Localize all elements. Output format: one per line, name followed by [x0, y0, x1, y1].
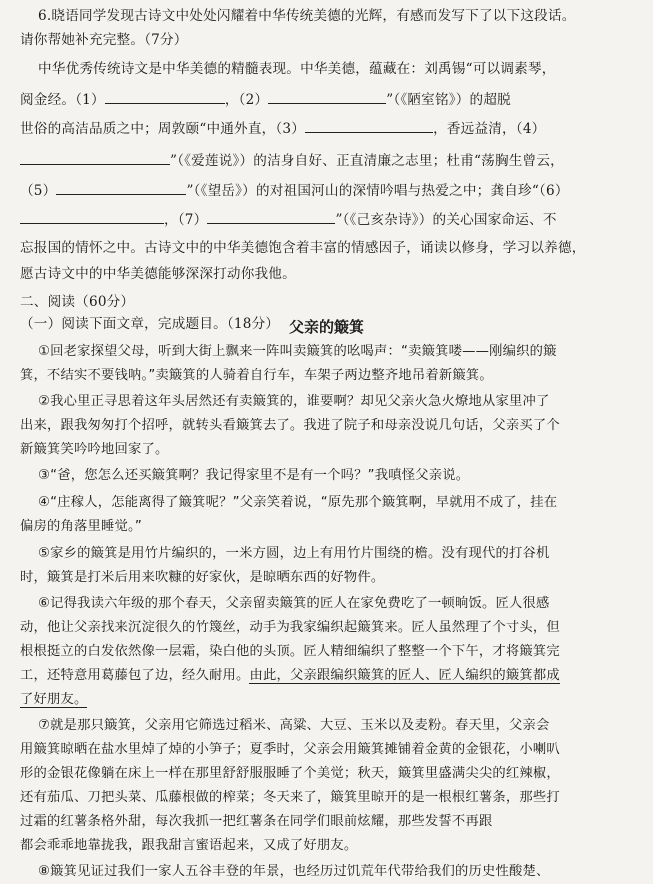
article-paragraph: ③“爸，您怎么还买簸箕啊？我记得家里不是有一个吗？”我嗔怪父亲说。 — [38, 468, 470, 483]
q6-passage-line: 阅金经。（1） ，（2） ”（《陋室铭》）的超脱 — [20, 89, 631, 110]
article-paragraph: ⑤家乡的簸箕是用竹片编织的，一米方圆，边上有用竹片围绕的檐。没有现代的打谷机 — [38, 546, 550, 561]
answer-blank-5[interactable] — [56, 180, 186, 195]
article-paragraph: 时，簸箕是打米后用来吹糠的好家伙，是晾晒东西的好物件。 — [20, 570, 385, 585]
article-paragraph: 都会乖乖地靠拢我，跟我甜言蜜语起来，又成了好朋友。 — [20, 838, 358, 853]
section-heading: 二、阅读（60分） — [20, 294, 135, 310]
article-paragraph: 新簸箕笑吟吟地回家了。 — [20, 442, 169, 457]
q6-passage-line: （5） ”（《望岳》）的对祖国河山的深情吟唱与热爱之中；龚自珍“（6） — [20, 180, 631, 201]
article-paragraph: 用簸箕晾晒在盐水里焯了焯的小笋子；夏季时，父亲会用簸箕摊铺着金黄的金银花，小喇叭 — [20, 742, 560, 757]
answer-blank-1[interactable] — [105, 89, 225, 104]
article-paragraph: 箕，不结实不要钱呐。”卖簸箕的人骑着自行车，车架子两边整齐地吊着新簸箕。 — [20, 368, 493, 383]
article-paragraph: 偏房的角落里睡觉。” — [20, 519, 142, 534]
article-paragraph: 出来，跟我匆匆打个招呼，就转头看簸箕去了。我进了院子和母亲没说几句话，父亲买了个 — [20, 418, 560, 433]
question-6-prompt-cont: 请你帮她补充完整。（7分） — [20, 32, 188, 48]
q6-passage-line: ，（7） ”（《己亥杂诗》）的关心国家命运、不 — [20, 209, 631, 230]
article-paragraph: 还有茄瓜、刀把头菜、瓜藤根做的榨菜；冬天来了，簸箕里晾开的是一根根红薯条，那些打 — [20, 790, 560, 805]
q6-passage-line: 世俗的高洁品质之中；周敦颐“中通外直，（3） ，香远益清，（4） — [20, 118, 631, 139]
article-paragraph: 形的金银花像躺在床上一样在那里舒舒服服睡了个美觉；秋天，簸箕里盛满尖尖的红辣椒， — [20, 766, 560, 781]
article-title: 父亲的簸箕 — [288, 318, 364, 336]
article-paragraph: 工，还特意用葛藤包了边，经久耐用。由此，父亲跟编织簸箕的匠人、匠人编织的簸箕都成 — [20, 668, 560, 683]
article-paragraph: 根根挺立的白发依然像一层霜，染白他的头顶。匠人精细编织了整整一个下午，才将簸箕完 — [20, 644, 560, 659]
underlined-sentence: 由此，父亲跟编织簸箕的匠人、匠人编织的簸箕都成 — [249, 668, 560, 683]
article-paragraph: ⑧簸箕见证过我们一家人五谷丰登的年景，也经历过饥荒年代带给我们的历史性酸楚、 — [38, 864, 550, 879]
question-6-prompt: 6.晓语同学发现古诗文中处处闪耀着中华传统美德的光辉，有感而发写下了以下这段话。 — [38, 8, 576, 24]
answer-blank-3[interactable] — [305, 118, 433, 133]
subsection-heading: （一）阅读下面文章，完成题目。（18分） — [20, 316, 280, 332]
article-paragraph: 过霜的红薯条格外甜，每次我抓一把红薯条在同学们眼前炫耀，那些发誓不再跟 — [20, 814, 493, 829]
article-paragraph: ⑥记得我读六年级的那个春天，父亲留卖簸箕的匠人在家免费吃了一顿晌饭。匠人很感 — [38, 596, 550, 611]
article-paragraph: 动，他让父亲找来沉淀很久的竹篾丝，动手为我家编织起簸箕来。匠人虽然理了个寸头，但 — [20, 620, 560, 635]
article-paragraph — [20, 690, 631, 710]
q6-passage-line: 愿古诗文中的中华美德能够深深打动你我他。 — [20, 266, 296, 282]
answer-blank-2[interactable] — [268, 89, 386, 104]
q6-passage-line: 忘报国的情怀之中。古诗文中的中华美德饱含着丰富的情感因子，诵读以修身，学习以养德， — [20, 240, 586, 256]
article-paragraph: ④“庄稼人，怎能离得了簸箕呢？”父亲笑着说，“原先那个簸箕啊，早就用不成了，挂在 — [38, 495, 558, 510]
answer-blank-7[interactable] — [207, 209, 335, 224]
answer-blank-6[interactable] — [20, 209, 164, 224]
underlined-sentence: 了好朋友。 — [20, 692, 88, 707]
article-paragraph: ⑦就是那只簸箕，父亲用它筛选过稻米、高粱、大豆、玉米以及麦粉。春天里，父亲会 — [38, 718, 550, 733]
answer-blank-4[interactable] — [20, 150, 170, 165]
q6-passage-line: 中华优秀传统诗文是中华美德的精髓表现。中华美德，蕴藏在：刘禹锡“可以调素琴， — [38, 61, 556, 77]
article-paragraph: ①回老家探望父母，听到大街上飘来一阵叫卖簸箕的吆喝声：“卖簸箕喽——刚编织的簸 — [38, 344, 557, 359]
q6-passage-line: ”（《爱莲说》）的洁身自好、正直清廉之志里；杜甫“荡胸生曾云， — [20, 150, 631, 171]
article-paragraph: ②我心里正寻思着这年头居然还有卖簸箕的，谁要啊？却见父亲火急火燎地从家里冲了 — [38, 394, 550, 409]
